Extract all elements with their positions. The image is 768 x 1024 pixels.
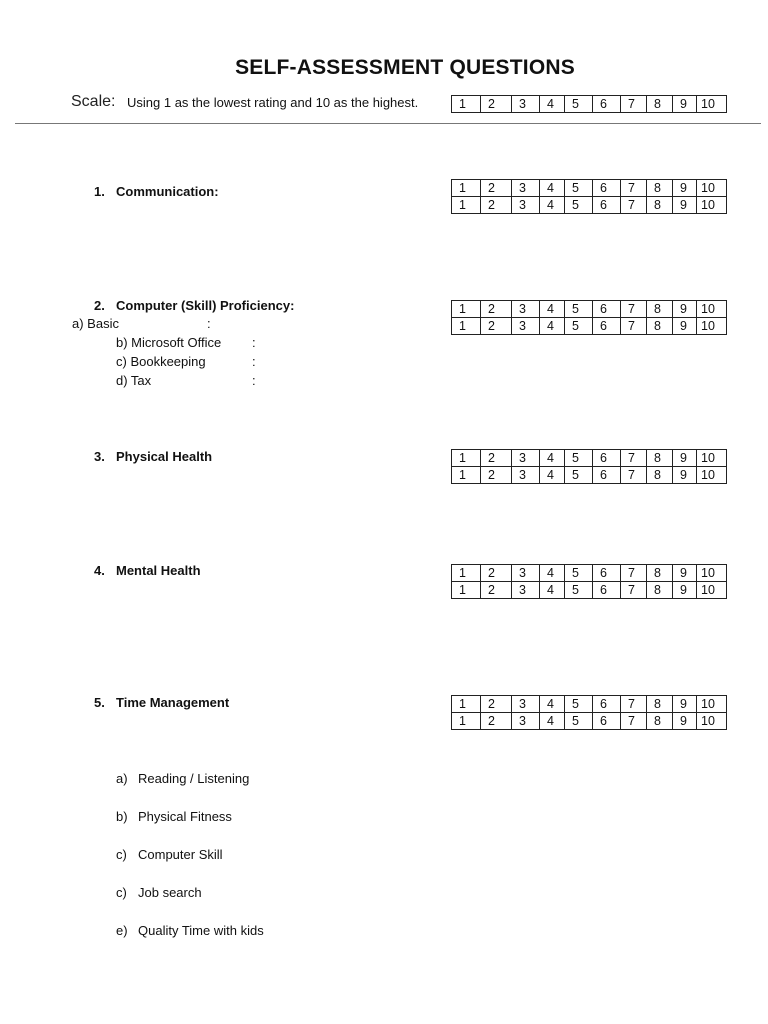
rating-cell[interactable]: 4 (540, 450, 565, 467)
rating-cell[interactable]: 1 (452, 713, 481, 730)
rating-cell[interactable]: 6 (593, 180, 621, 197)
rating-cell[interactable]: 5 (565, 318, 593, 335)
rating-cell[interactable]: 7 (621, 197, 647, 214)
question-4-rating-grid (451, 564, 727, 599)
rating-cell[interactable]: 1 (452, 301, 481, 318)
rating-cell[interactable]: 6 (593, 713, 621, 730)
rating-cell[interactable]: 10 (697, 180, 727, 197)
rating-cell[interactable]: 5 (565, 565, 593, 582)
rating-cell[interactable]: 5 (565, 467, 593, 484)
sub-item-bookkeeping: c) Bookkeeping (116, 354, 206, 369)
rating-row (452, 450, 727, 467)
rating-cell[interactable]: 10 (697, 450, 727, 467)
rating-cell[interactable]: 8 (647, 713, 673, 730)
rating-row (452, 180, 727, 197)
rating-cell[interactable]: 4 (540, 582, 565, 599)
sub-item-microsoft-office: b) Microsoft Office (116, 335, 222, 350)
question-number: 5. (94, 695, 105, 710)
rating-cell[interactable]: 3 (512, 450, 540, 467)
rating-cell[interactable]: 9 (673, 467, 697, 484)
rating-row (452, 96, 727, 113)
rating-cell[interactable]: 3 (512, 565, 540, 582)
rating-cell[interactable]: 1 (452, 318, 481, 335)
rating-cell[interactable]: 9 (673, 318, 697, 335)
question-5-rating-grid (451, 695, 727, 730)
rating-cell[interactable]: 4 (540, 565, 565, 582)
rating-cell[interactable]: 3 (512, 180, 540, 197)
rating-cell[interactable]: 4 (540, 180, 565, 197)
rating-cell[interactable]: 8 (647, 301, 673, 318)
rating-cell[interactable]: 4 (540, 696, 565, 713)
rating-cell[interactable]: 1 (452, 696, 481, 713)
rating-cell[interactable]: 2 (481, 565, 512, 582)
rating-cell[interactable]: 3 (512, 713, 540, 730)
rating-cell[interactable]: 8 (647, 696, 673, 713)
rating-cell[interactable]: 8 (647, 96, 673, 113)
rating-cell[interactable]: 3 (512, 301, 540, 318)
rating-row (452, 318, 727, 335)
rating-cell[interactable]: 10 (697, 713, 727, 730)
item-letter: c) (116, 885, 127, 900)
question-number: 3. (94, 449, 105, 464)
rating-cell[interactable]: 10 (697, 197, 727, 214)
rating-cell[interactable]: 5 (565, 96, 593, 113)
rating-row (452, 301, 727, 318)
rating-cell[interactable]: 5 (565, 582, 593, 599)
question-label: Physical Health (116, 449, 213, 464)
rating-cell[interactable]: 10 (697, 467, 727, 484)
rating-cell[interactable]: 9 (673, 450, 697, 467)
rating-cell[interactable]: 1 (452, 180, 481, 197)
rating-row (452, 565, 727, 582)
rating-row (452, 197, 727, 214)
rating-cell[interactable]: 9 (673, 565, 697, 582)
header-divider (15, 123, 761, 124)
rating-cell[interactable]: 2 (481, 582, 512, 599)
rating-cell[interactable]: 5 (565, 301, 593, 318)
rating-cell[interactable]: 5 (565, 713, 593, 730)
rating-cell[interactable]: 6 (593, 467, 621, 484)
item-letter: b) (116, 809, 128, 824)
rating-cell[interactable]: 6 (593, 565, 621, 582)
item-text: Physical Fitness (138, 809, 232, 824)
rating-cell[interactable]: 6 (593, 197, 621, 214)
item-letter: c) (116, 847, 127, 862)
rating-cell[interactable]: 7 (621, 318, 647, 335)
rating-cell[interactable]: 7 (621, 180, 647, 197)
rating-cell[interactable]: 10 (697, 318, 727, 335)
rating-cell[interactable]: 2 (481, 696, 512, 713)
rating-cell[interactable]: 10 (697, 96, 727, 113)
rating-cell[interactable]: 9 (673, 582, 697, 599)
rating-cell[interactable]: 9 (673, 301, 697, 318)
rating-cell[interactable]: 2 (481, 180, 512, 197)
rating-cell[interactable]: 5 (565, 180, 593, 197)
rating-cell[interactable]: 3 (512, 467, 540, 484)
rating-cell[interactable]: 8 (647, 467, 673, 484)
rating-cell[interactable]: 2 (481, 197, 512, 214)
item-text: Quality Time with kids (138, 923, 264, 938)
item-text: Reading / Listening (138, 771, 250, 786)
scale-label: Scale: (71, 93, 116, 110)
sub-item-tax: d) Tax (116, 373, 152, 388)
rating-cell[interactable]: 10 (697, 582, 727, 599)
rating-cell[interactable]: 3 (512, 96, 540, 113)
rating-cell[interactable]: 6 (593, 318, 621, 335)
rating-cell[interactable]: 6 (593, 582, 621, 599)
rating-cell[interactable]: 9 (673, 180, 697, 197)
question-label: Time Management (116, 695, 230, 710)
sub-item-colon: : (252, 335, 256, 350)
question-2-rating-grid (451, 300, 727, 335)
rating-cell[interactable]: 7 (621, 301, 647, 318)
rating-cell[interactable]: 5 (565, 696, 593, 713)
rating-cell[interactable]: 4 (540, 96, 565, 113)
question-3-rating-grid (451, 449, 727, 484)
question-number: 4. (94, 563, 105, 578)
rating-cell[interactable]: 2 (481, 713, 512, 730)
rating-cell[interactable]: 8 (647, 197, 673, 214)
rating-row (452, 713, 727, 730)
rating-cell[interactable]: 9 (673, 197, 697, 214)
rating-cell[interactable]: 8 (647, 582, 673, 599)
rating-cell[interactable]: 7 (621, 582, 647, 599)
rating-cell[interactable]: 7 (621, 467, 647, 484)
scale-rating-grid (451, 95, 727, 113)
rating-cell[interactable]: 6 (593, 96, 621, 113)
rating-cell[interactable]: 7 (621, 696, 647, 713)
rating-cell[interactable]: 1 (452, 582, 481, 599)
rating-cell[interactable]: 7 (621, 565, 647, 582)
question-number: 2. (94, 298, 105, 313)
rating-cell[interactable]: 1 (452, 96, 481, 113)
rating-row (452, 696, 727, 713)
rating-row (452, 582, 727, 599)
rating-cell[interactable]: 6 (593, 301, 621, 318)
rating-cell[interactable]: 1 (452, 565, 481, 582)
item-letter: a) (116, 771, 128, 786)
rating-cell[interactable]: 8 (647, 565, 673, 582)
rating-cell[interactable]: 7 (621, 96, 647, 113)
scale-description: Using 1 as the lowest rating and 10 as the highest. (127, 95, 419, 110)
sub-item-colon: : (207, 316, 211, 331)
item-text: Job search (138, 885, 202, 900)
rating-cell[interactable]: 6 (593, 450, 621, 467)
rating-cell[interactable]: 10 (697, 696, 727, 713)
rating-cell[interactable]: 7 (621, 713, 647, 730)
rating-cell[interactable]: 2 (481, 467, 512, 484)
rating-cell[interactable]: 3 (512, 696, 540, 713)
sub-item-basic: a) Basic (72, 316, 119, 331)
sub-item-colon: : (252, 373, 256, 388)
item-letter: e) (116, 923, 128, 938)
rating-cell[interactable]: 4 (540, 197, 565, 214)
rating-cell[interactable]: 2 (481, 96, 512, 113)
rating-cell[interactable]: 9 (673, 713, 697, 730)
rating-cell[interactable]: 5 (565, 450, 593, 467)
rating-cell[interactable]: 7 (621, 450, 647, 467)
rating-cell[interactable]: 10 (697, 565, 727, 582)
rating-cell[interactable]: 4 (540, 467, 565, 484)
rating-row (452, 467, 727, 484)
rating-cell[interactable]: 1 (452, 197, 481, 214)
rating-cell[interactable]: 8 (647, 180, 673, 197)
rating-cell[interactable]: 10 (697, 301, 727, 318)
question-label: Computer (Skill) Proficiency: (116, 298, 295, 313)
rating-cell[interactable]: 4 (540, 318, 565, 335)
rating-cell[interactable]: 9 (673, 696, 697, 713)
rating-cell[interactable]: 9 (673, 96, 697, 113)
rating-cell[interactable]: 4 (540, 713, 565, 730)
rating-cell[interactable]: 6 (593, 696, 621, 713)
question-label: Communication: (116, 184, 219, 199)
page-title: SELF-ASSESSMENT QUESTIONS (235, 56, 575, 79)
rating-cell[interactable]: 2 (481, 301, 512, 318)
rating-cell[interactable]: 2 (481, 318, 512, 335)
rating-cell[interactable]: 8 (647, 318, 673, 335)
question-1-rating-grid (451, 179, 727, 214)
rating-cell[interactable]: 1 (452, 450, 481, 467)
rating-cell[interactable]: 3 (512, 318, 540, 335)
sub-item-colon: : (252, 354, 256, 369)
rating-cell[interactable]: 1 (452, 467, 481, 484)
rating-cell[interactable]: 3 (512, 197, 540, 214)
rating-cell[interactable]: 4 (540, 301, 565, 318)
rating-cell[interactable]: 5 (565, 197, 593, 214)
rating-cell[interactable]: 8 (647, 450, 673, 467)
rating-cell[interactable]: 2 (481, 450, 512, 467)
item-text: Computer Skill (138, 847, 223, 862)
question-label: Mental Health (116, 563, 201, 578)
rating-cell[interactable]: 3 (512, 582, 540, 599)
question-number: 1. (94, 184, 105, 199)
